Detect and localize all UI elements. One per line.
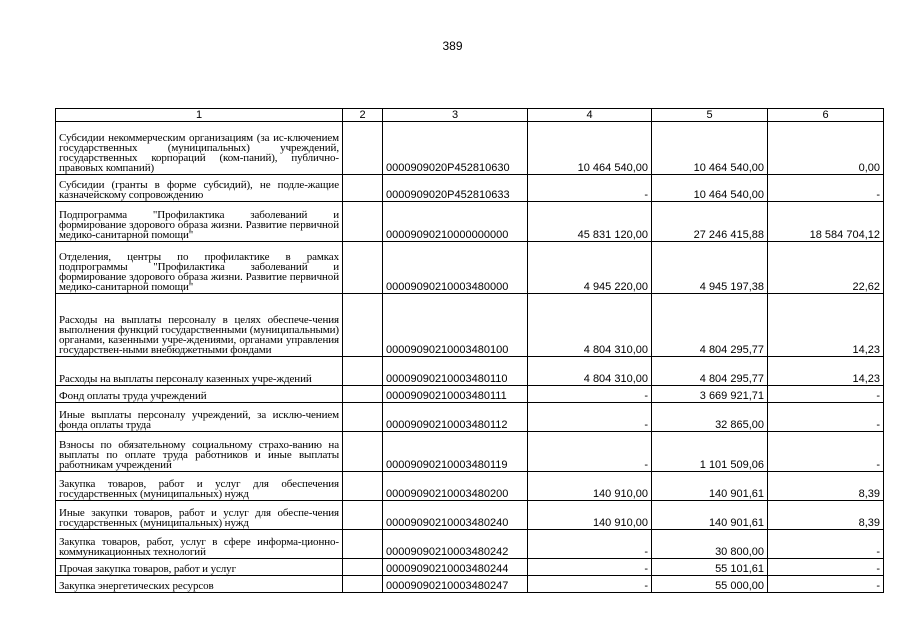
header-row <box>56 109 884 122</box>
row-col5: 4 804 295,77 <box>652 357 768 386</box>
row-code: 0000909020P452810633 <box>383 175 528 202</box>
row-name: Закупка товаров, работ, услуг в сфере информа-ционно-коммуникационных технологий <box>56 530 343 559</box>
table-row <box>56 501 884 530</box>
row-col2 <box>343 403 383 432</box>
row-col6: - <box>768 403 884 432</box>
header-cell-6: 6 <box>768 109 884 122</box>
table-row <box>56 559 884 576</box>
row-col5: 3 669 921,71 <box>652 386 768 403</box>
table-row <box>56 576 884 593</box>
row-col5: 30 800,00 <box>652 530 768 559</box>
row-code: 00009090210003480244 <box>383 559 528 576</box>
row-code: 00009090210003480242 <box>383 530 528 559</box>
row-code: 00009090210003480240 <box>383 501 528 530</box>
table-row <box>56 175 884 202</box>
row-col4: - <box>528 559 652 576</box>
row-code: 00009090210003480110 <box>383 357 528 386</box>
row-name: Иные выплаты персоналу учреждений, за исклю-чением фонда оплаты труда <box>56 403 343 432</box>
row-col5: 1 101 509,06 <box>652 432 768 472</box>
row-col2 <box>343 202 383 242</box>
row-code: 00009090210000000000 <box>383 202 528 242</box>
row-name: Расходы на выплаты персоналу казенных учре-ждений <box>56 357 343 386</box>
row-col5: 140 901,61 <box>652 501 768 530</box>
row-col5: 10 464 540,00 <box>652 175 768 202</box>
header-cell-4: 4 <box>528 109 652 122</box>
row-code: 00009090210003480247 <box>383 576 528 593</box>
header-cell-2: 2 <box>343 109 383 122</box>
row-col4: - <box>528 432 652 472</box>
header-cell-1: 1 <box>56 109 343 122</box>
row-col4: - <box>528 386 652 403</box>
table-row <box>56 294 884 357</box>
row-col6: 14,23 <box>768 357 884 386</box>
row-col4: 140 910,00 <box>528 472 652 501</box>
row-col2 <box>343 386 383 403</box>
row-name: Отделения, центры по профилактике в рамках подпрограммы "Профилактика заболеваний и формирование здорового образа жизни. Развитие первичной медико-санитарной помощи" <box>56 242 343 294</box>
header-cell-5: 5 <box>652 109 768 122</box>
row-col4: 4 804 310,00 <box>528 357 652 386</box>
table-row <box>56 386 884 403</box>
row-col5: 10 464 540,00 <box>652 122 768 175</box>
row-col5: 27 246 415,88 <box>652 202 768 242</box>
row-name: Закупка энергетических ресурсов <box>56 576 343 593</box>
row-code: 0000909020P452810630 <box>383 122 528 175</box>
row-name: Взносы по обязательному социальному страхо-ванию на выплаты по оплате труда работников и иные выплаты работникам учреждений <box>56 432 343 472</box>
row-name: Фонд оплаты труда учреждений <box>56 386 343 403</box>
row-col2 <box>343 294 383 357</box>
header-cell-3: 3 <box>383 109 528 122</box>
row-col2 <box>343 357 383 386</box>
row-name: Закупка товаров, работ и услуг для обеспечения государственных (муниципальных) нужд <box>56 472 343 501</box>
row-code: 00009090210003480112 <box>383 403 528 432</box>
row-col6: - <box>768 576 884 593</box>
row-col6: 8,39 <box>768 501 884 530</box>
row-col4: 4 945 220,00 <box>528 242 652 294</box>
row-code: 00009090210003480119 <box>383 432 528 472</box>
row-col4: 140 910,00 <box>528 501 652 530</box>
row-col2 <box>343 122 383 175</box>
row-col4: 10 464 540,00 <box>528 122 652 175</box>
page-number: 389 <box>442 39 463 53</box>
row-name: Прочая закупка товаров, работ и услуг <box>56 559 343 576</box>
row-col6: - <box>768 432 884 472</box>
table-row <box>56 122 884 175</box>
row-col6: 8,39 <box>768 472 884 501</box>
row-name: Субсидии (гранты в форме субсидий), не подле-жащие казначейскому сопровождению <box>56 175 343 202</box>
row-col2 <box>343 175 383 202</box>
row-col4: 4 804 310,00 <box>528 294 652 357</box>
table-row <box>56 357 884 386</box>
row-col2 <box>343 242 383 294</box>
row-col2 <box>343 432 383 472</box>
row-col6: - <box>768 559 884 576</box>
row-col2 <box>343 501 383 530</box>
row-col5: 32 865,00 <box>652 403 768 432</box>
row-col4: - <box>528 403 652 432</box>
row-col2 <box>343 530 383 559</box>
row-col6: 22,62 <box>768 242 884 294</box>
row-col6: - <box>768 386 884 403</box>
row-col4: - <box>528 175 652 202</box>
row-name: Субсидии некоммерческим организациям (за ис-ключением государственных (муниципальных) учреждений, государственных корпораций (ком-паний), публично-правовых компаний) <box>56 122 343 175</box>
row-code: 00009090210003480100 <box>383 294 528 357</box>
row-col5: 4 804 295,77 <box>652 294 768 357</box>
row-col6: - <box>768 530 884 559</box>
table-row <box>56 530 884 559</box>
row-col5: 55 000,00 <box>652 576 768 593</box>
row-code: 00009090210003480111 <box>383 386 528 403</box>
table-row <box>56 202 884 242</box>
row-col4: - <box>528 576 652 593</box>
row-col5: 55 101,61 <box>652 559 768 576</box>
table-row <box>56 403 884 432</box>
row-col4: - <box>528 530 652 559</box>
row-col2 <box>343 472 383 501</box>
row-name: Расходы на выплаты персоналу в целях обеспече-чения выполнения функций государственными (муниципальными) органами, казенными учре-ждениями, органами управления государствен-ными внебюджетными фондами <box>56 294 343 357</box>
budget-table <box>55 108 884 593</box>
row-col6: 0,00 <box>768 122 884 175</box>
row-col6: - <box>768 175 884 202</box>
row-col4: 45 831 120,00 <box>528 202 652 242</box>
row-col2 <box>343 576 383 593</box>
row-col6: 18 584 704,12 <box>768 202 884 242</box>
row-col6: 14,23 <box>768 294 884 357</box>
row-code: 00009090210003480000 <box>383 242 528 294</box>
row-name: Иные закупки товаров, работ и услуг для обеспе-чения государственных (муниципальных) нужд <box>56 501 343 530</box>
table-row <box>56 432 884 472</box>
row-col5: 140 901,61 <box>652 472 768 501</box>
table-row <box>56 242 884 294</box>
row-col2 <box>343 559 383 576</box>
row-code: 00009090210003480200 <box>383 472 528 501</box>
row-col5: 4 945 197,38 <box>652 242 768 294</box>
table-row <box>56 472 884 501</box>
row-name: Подпрограмма "Профилактика заболеваний и формирование здорового образа жизни. Развитие первичной медико-санитарной помощи" <box>56 202 343 242</box>
